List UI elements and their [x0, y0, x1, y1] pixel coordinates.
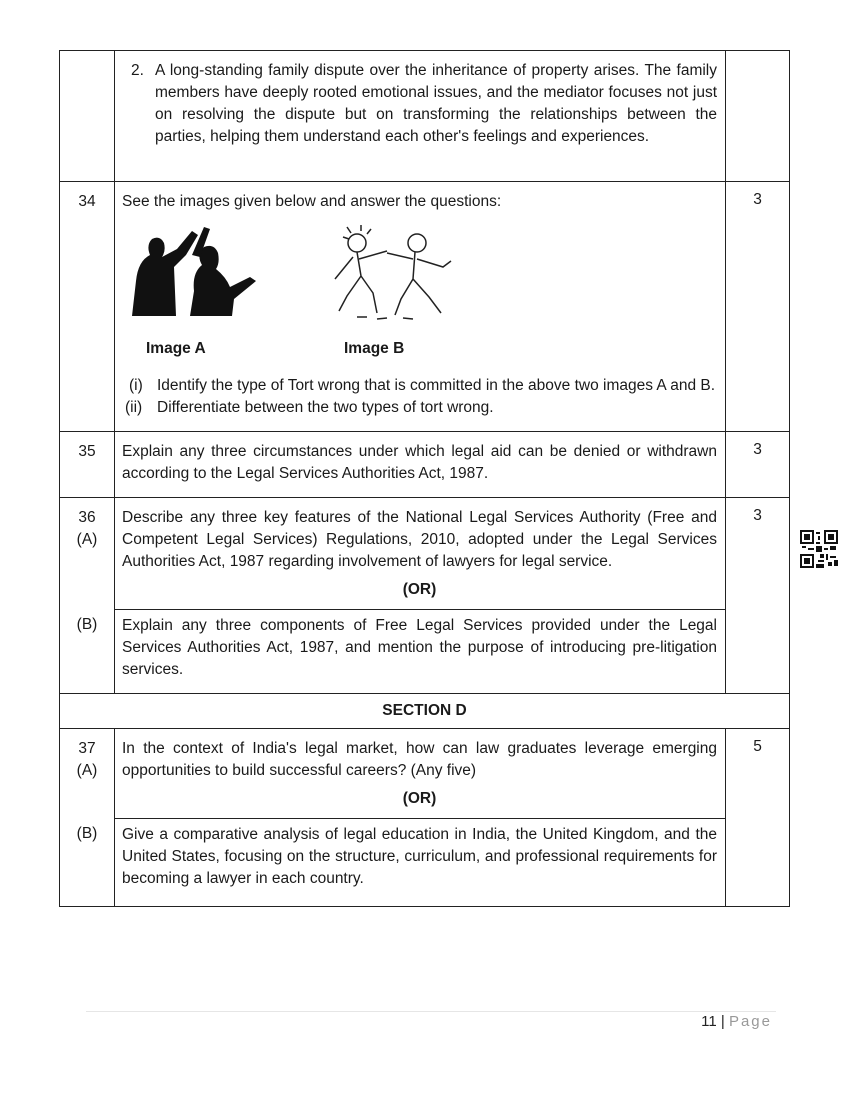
list-item: [122, 397, 717, 419]
question-number: 37 (A): [60, 729, 115, 819]
page-number: 11: [701, 1013, 717, 1030]
item-text: A long-standing family dispute over the inheritance of property arises. The family members have deeply rooted emotional issues, and the mediator focuses not just on resolving the dispute but on transforming the relationships between the parties, helping them understand each other's feelings and experiences.: [155, 62, 717, 145]
marks-cell: 5: [726, 729, 790, 907]
sub-label: (i): [129, 377, 143, 394]
section-heading: SECTION D: [60, 694, 790, 729]
sub-text: Differentiate between the two types of tort wrong.: [157, 399, 494, 416]
table-row: [60, 729, 790, 819]
table-row: [60, 819, 790, 907]
question-number: 34: [60, 182, 115, 432]
list-item: [131, 60, 717, 148]
footer-divider: [86, 1011, 776, 1012]
question-body: Explain any three components of Free Legal Services provided under the Legal Services Authorities Act, 1987, and mention the purpose of introducing pre-litigation services.: [115, 610, 726, 694]
list-item: [122, 375, 717, 397]
page-footer: [701, 1013, 772, 1030]
sub-question-list: [122, 375, 717, 419]
question-body: [115, 182, 726, 432]
option-label: (B): [60, 610, 115, 694]
image-area: [122, 221, 717, 371]
image-b-caption: Image B: [344, 340, 405, 357]
qr-code-icon: [800, 530, 838, 568]
question-number: 36 (A): [60, 498, 115, 610]
question-table: [59, 50, 790, 907]
table-row: [60, 51, 790, 182]
question-body: [115, 498, 726, 610]
number-cell: [60, 51, 115, 182]
question-intro: See the images given below and answer the questions:: [122, 193, 502, 210]
marks-cell: [726, 51, 790, 182]
table-row: [60, 432, 790, 498]
table-row: [60, 498, 790, 610]
question-text-a: Describe any three key features of the National Legal Services Authority (Free and Competent Legal Services) Regulations, 2010, adopted under the Legal Services Authorities Act, 1987 regarding involvement of lawyers for legal service.: [122, 509, 717, 570]
page-label: Page: [728, 1013, 772, 1030]
marks-cell: 3: [726, 498, 790, 694]
sub-label: (ii): [125, 399, 143, 416]
table-row: [60, 182, 790, 432]
table-row: [60, 694, 790, 729]
continuation-cell: [115, 51, 726, 182]
marks-cell: 3: [726, 182, 790, 432]
question-body: Give a comparative analysis of legal education in India, the United Kingdom, and the United States, focusing on the structure, curriculum, and professional requirements for becoming a lawyer in each country.: [115, 819, 726, 907]
table-row: [60, 610, 790, 694]
question-number: 35: [60, 432, 115, 498]
question-text-a: In the context of India's legal market, how can law graduates leverage emerging opportunities to build successful careers? (Any five): [122, 740, 717, 779]
image-b-figure: [317, 221, 477, 321]
option-label: (B): [60, 819, 115, 907]
or-label: (OR): [402, 581, 437, 598]
question-body: Explain any three circumstances under which legal aid can be denied or withdrawn according to the Legal Services Authorities Act, 1987.: [115, 432, 726, 498]
image-a-figure: [122, 221, 272, 321]
item-label: 2.: [131, 62, 144, 79]
question-body: [115, 729, 726, 819]
image-a-caption: Image A: [146, 340, 206, 357]
marks-cell: 3: [726, 432, 790, 498]
sub-text: Identify the type of Tort wrong that is committed in the above two images A and B.: [157, 377, 716, 394]
footer-separator: |: [720, 1013, 725, 1030]
or-label: (OR): [402, 790, 437, 807]
